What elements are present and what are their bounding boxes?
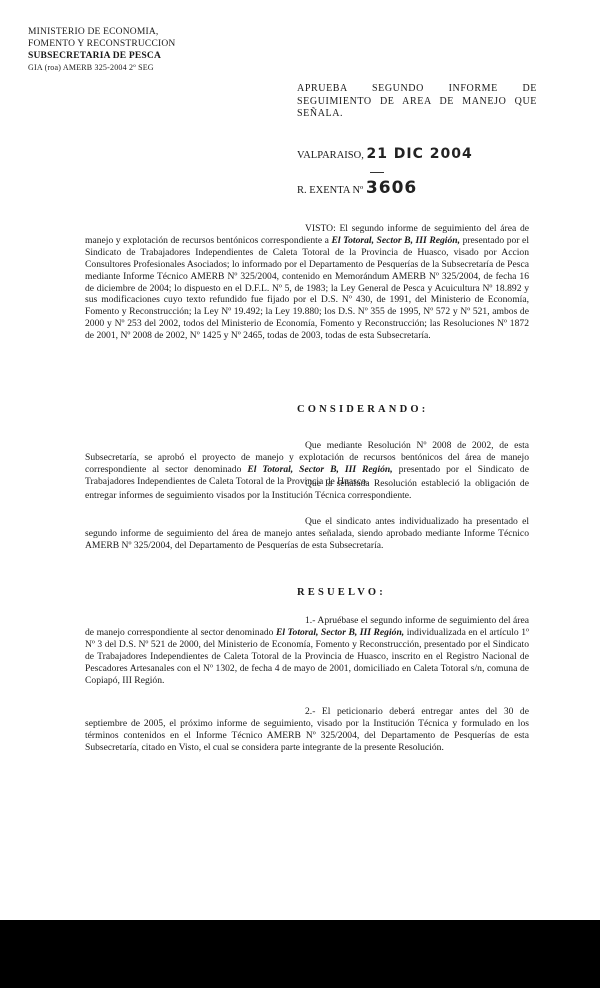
document-title: APRUEBA SEGUNDO INFORME DE SEGUIMIENTO DE AREA DE MANEJO QUE SEÑALA. bbox=[297, 83, 537, 120]
date-city: VALPARAISO, bbox=[297, 150, 364, 161]
scan-margin bbox=[0, 920, 600, 988]
resuelvo-heading: RESUELVO: bbox=[297, 587, 386, 598]
considerando-paragraph-2: Que la señalada Resolución estableció la obligación de entregar informes de seguimiento visados por la Institución Técnica correspondiente. bbox=[85, 478, 529, 501]
considerando-paragraph-1: Que mediante Resolución Nº 2008 de 2002, de esta Subsecretaría, se aprobó el proyecto de manejo y explotación de recursos bentónicos del área de manejo correspondiente al sector denominado El Totoral, Sector B, III Región, presentado por el Sindicato de Trabajadores Independientes de Caleta Totoral de la Provincia de Huasco. bbox=[85, 440, 529, 487]
resolution-line bbox=[297, 178, 417, 198]
area-name: El Totoral, Sector B, III Región, bbox=[275, 626, 405, 638]
date-line bbox=[297, 146, 473, 162]
considerando-paragraph-3: Que el sindicato antes individualizado ha presentado el segundo informe de seguimiento del área de manejo antes señalada, siendo aprobado mediante Informe Técnico AMERB Nº 325/2004, del Departamento de Pesquerías de esta Subsecretaría. bbox=[85, 516, 529, 551]
subsecretaria-name: SUBSECRETARIA DE PESCA bbox=[28, 51, 162, 61]
divider bbox=[370, 172, 384, 173]
date-stamp: 21 DIC 2004 bbox=[366, 146, 473, 162]
ministry-name: MINISTERIO DE ECONOMIA, bbox=[28, 27, 159, 37]
letterhead bbox=[28, 26, 176, 74]
resuelvo-item-1: 1.- Apruébase el segundo informe de seguimiento del área de manejo correspondiente al sector denominado El Totoral, Sector B, III Región, individualizada en el artículo 1º Nº 3 del D.S. Nº 521 de 2000, del Ministerio de Economía, Fomento y Reconstrucción, presentado por el Sindicato de Trabajadores Independientes de Caleta Totoral de la Provincia de Huasco, inscrito en el Registro Nacional de Pescadores Artesanales con el Nº 1302, de fecha 4 de mayo de 2001, domiciliado en Caleta Totoral s/n, comuna de Copiapó, III Región. bbox=[85, 615, 530, 686]
resolution-label: R. EXENTA Nº bbox=[297, 185, 364, 196]
resuelvo-item-2: 2.- El peticionario deberá entregar antes del 30 de septiembre de 2005, el próximo informe de seguimiento, visado por la Institución Técnica y formulado en los términos contenidos en el Informe Técnico AMERB Nº 325/2004, del Departamento de Pesquerías de esta Subsecretaría, citado en Visto, el cual se considera parte integrante de la presente Resolución. bbox=[85, 706, 529, 753]
area-name: El Totoral, Sector B, III Región, bbox=[331, 234, 460, 246]
ministry-name-2: FOMENTO Y RECONSTRUCCION bbox=[28, 39, 176, 49]
area-name: El Totoral, Sector B, III Región, bbox=[247, 463, 393, 475]
resolution-number: 3606 bbox=[365, 178, 418, 198]
reference-code: GIA (roa) AMERB 325-2004 2º SEG bbox=[28, 63, 154, 72]
considerando-heading: CONSIDERANDO: bbox=[297, 404, 429, 415]
visto-paragraph: VISTO: El segundo informe de seguimiento del área de manejo y explotación de recursos bentónicos correspondiente a El Totoral, Sector B, III Región, presentado por el Sindicato de Trabajadores Independientes de Caleta Totoral de la Provincia de Huasco, visado por Accion Consultores Profesionales Asociados; lo informado por el Departamento de Pesquerías de la Subsecretaría de Pesca mediante Informe Técnico AMERB Nº 325/2004, contenido en Memorándum AMERB Nº 325/2004, de fecha 16 de diciembre de 2004; lo dispuesto en el D.F.L. Nº 5, de 1983; la Ley General de Pesca y Acuicultura Nº 18.892 y sus modificaciones cuyo texto refundido fue fijado por el D.S. Nº 430, de 1991, del Ministerio de Economía, Fomento y Reconstrucción; la Ley Nº 19.492; la Ley 19.880; los D.S. Nº 355 de 1995, Nº 572 y Nº 521, ambos de 2000 y Nº 253 del 2002, todos del Ministerio de Economía, Fomento y Reconstrucción; las Resoluciones Nº 1872 de 2001, Nº 2008 de 2002, Nº 1425 y Nº 2465, todas de 2003, todas de esta Subsecretaría. bbox=[85, 223, 529, 342]
